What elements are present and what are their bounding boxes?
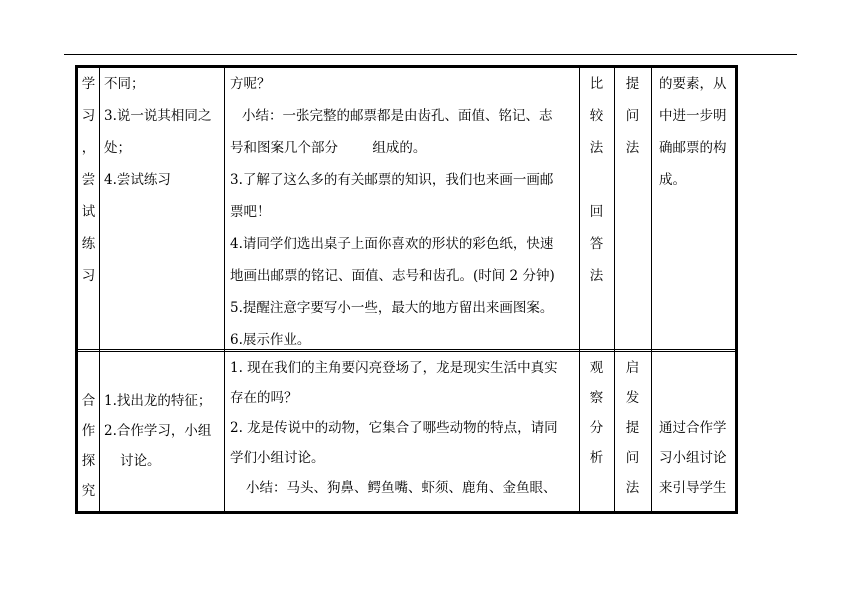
content-cell-practice	[230, 68, 579, 349]
content-line: 方呢？	[230, 76, 271, 92]
stage-cell-explore	[78, 386, 99, 511]
method-char: 观	[589, 360, 604, 376]
column-divider	[651, 68, 652, 511]
row-divider	[78, 349, 735, 352]
method-char: 发	[625, 390, 640, 406]
intent-cell-practice	[659, 68, 735, 349]
stage-char: 学	[81, 76, 96, 92]
content-line: 3.了解了这么多的有关邮票的知识，我们也来画一画邮	[230, 172, 554, 188]
stage-cell-practice	[78, 68, 99, 349]
intent-line: 来引导学生	[659, 480, 727, 496]
tasks-cell-explore	[104, 386, 224, 511]
method-char: 答	[589, 236, 604, 252]
stage-char: 习	[81, 268, 96, 284]
method-char: 法	[589, 268, 604, 284]
content-line: 地画出邮票的铭记、面值、志号和齿孔。(时间 2 分钟)	[230, 268, 555, 284]
method-char: 提	[625, 76, 640, 92]
content-cell-explore	[230, 353, 579, 511]
content-line: 4.请同学们选出桌子上面你喜欢的形状的彩色纸，快速	[230, 236, 554, 252]
method-char: 析	[589, 450, 604, 466]
stage-char: 探	[81, 453, 96, 469]
intent-line: 成。	[659, 172, 686, 188]
teacher-method-cell-practice	[614, 68, 651, 349]
content-line: 号和图案几个部分 组成的。	[230, 140, 427, 156]
intent-line: 通过合作学	[659, 420, 727, 436]
method-char: 问	[625, 450, 640, 466]
task-line: 1.找出龙的特征；	[104, 393, 212, 409]
lesson-table	[78, 68, 735, 511]
task-line: 3.说一说其相同之	[104, 108, 212, 124]
stage-char: 作	[81, 423, 96, 439]
stage-char: 合	[81, 393, 96, 409]
method-char: 比	[589, 76, 604, 92]
stage-char: 练	[81, 236, 96, 252]
method-char: 启	[625, 360, 640, 376]
content-line: 学们小组讨论。	[230, 450, 325, 466]
intent-line: 中进一步明	[659, 108, 727, 124]
stage-char: 究	[81, 483, 96, 499]
method-char: 察	[589, 390, 604, 406]
stage-char: 习	[81, 108, 96, 124]
tasks-cell-practice	[104, 68, 224, 349]
method-char: 提	[625, 420, 640, 436]
method-char: 较	[589, 108, 604, 124]
task-line: 2.合作学习，小组	[104, 423, 212, 439]
method-char: 问	[625, 108, 640, 124]
stage-char: ，	[81, 140, 96, 156]
column-divider	[99, 68, 100, 511]
method-char: 法	[625, 140, 640, 156]
stage-char: 尝	[81, 172, 96, 188]
method-char	[579, 164, 614, 196]
intent-line: 的要素，从	[659, 76, 727, 92]
method-char: 回	[589, 204, 604, 220]
method-char: 法	[625, 480, 640, 496]
student-method-cell-explore	[579, 353, 614, 511]
task-line: 处；	[104, 140, 131, 156]
content-line: 5.提醒注意字要写小一些，最大的地方留出来画图案。	[230, 300, 554, 316]
teacher-method-cell-explore	[614, 353, 651, 511]
content-line: 1. 现在我们的主角要闪亮登场了，龙是现实生活中真实	[230, 360, 558, 376]
content-line: 存在的吗？	[230, 390, 298, 406]
method-char: 分	[589, 420, 604, 436]
summary-line: 小结：马头、狗鼻、鳄鱼嘴、虾须、鹿角、金鱼眼、	[246, 480, 557, 496]
column-divider	[224, 68, 225, 511]
content-line: 6.展示作业。	[230, 332, 311, 348]
header-rule	[64, 54, 797, 55]
intent-line: 习小组讨论	[659, 450, 727, 466]
task-line: 讨论。	[120, 453, 161, 469]
method-char: 法	[589, 140, 604, 156]
stage-char: 试	[81, 204, 96, 220]
content-line: 票吧！	[230, 204, 271, 220]
student-method-cell-practice	[579, 68, 614, 349]
intent-line: 确邮票的构	[659, 140, 727, 156]
intent-cell-explore	[659, 413, 735, 511]
task-line: 4.尝试练习	[104, 172, 171, 188]
summary-line: 小结：一张完整的邮票都是由齿孔、面值、铭记、志	[242, 108, 553, 124]
content-line: 2. 龙是传说中的动物，它集合了哪些动物的特点，请同	[230, 420, 558, 436]
task-line: 不同；	[104, 76, 145, 92]
